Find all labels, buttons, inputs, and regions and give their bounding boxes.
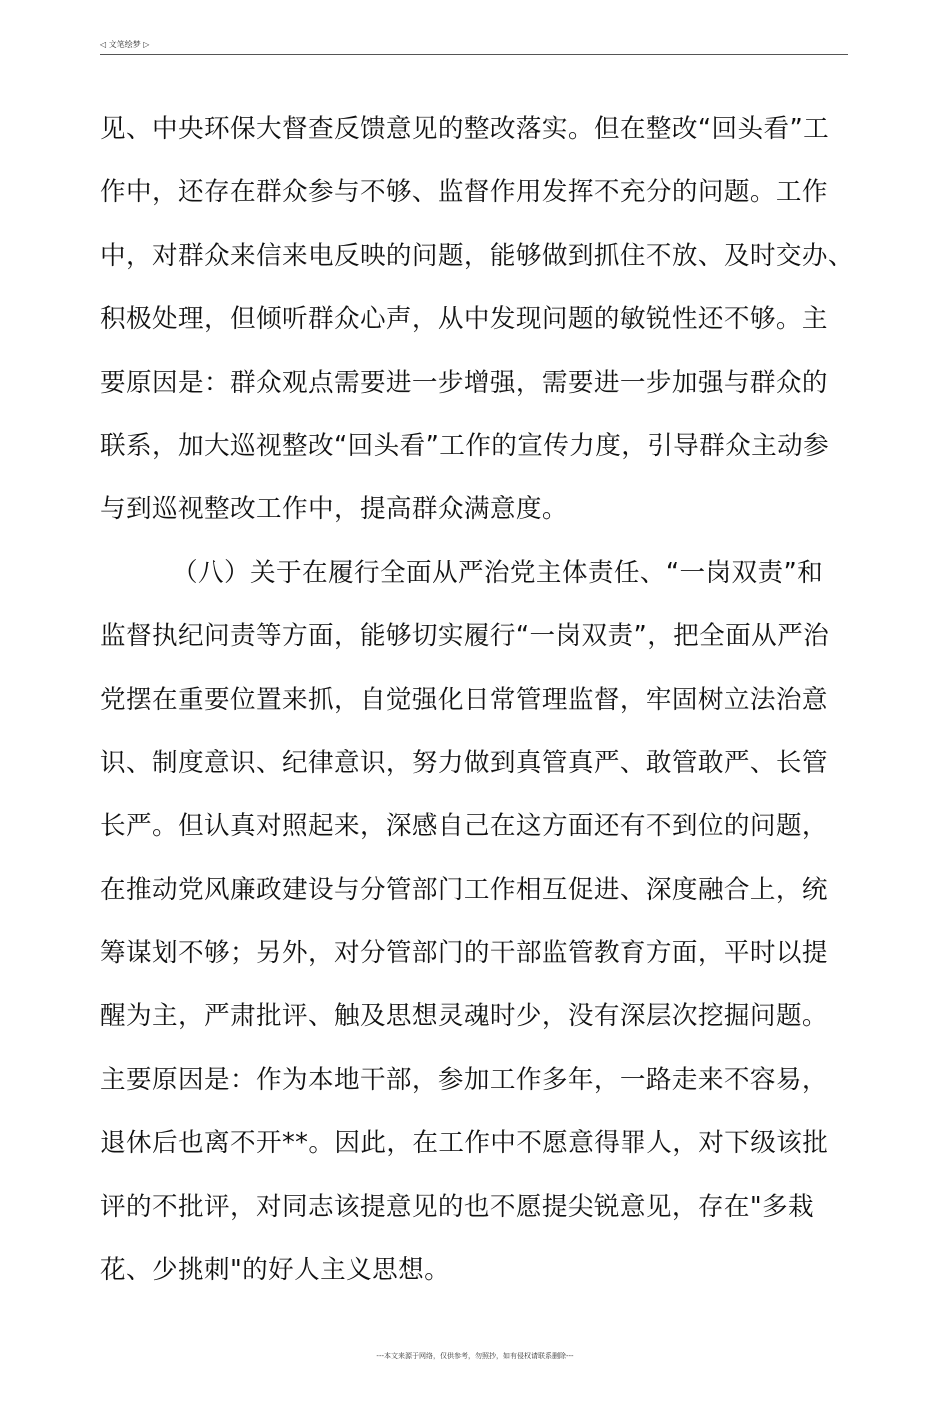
text-line: 联系，加大巡视整改“回头看”工作的宣传力度，引导群众主动参 — [100, 430, 830, 461]
text-line: 花、少挑刺"的好人主义思想。 — [100, 1255, 451, 1286]
text-line: 识、制度意识、纪律意识，努力做到真管真严、敢管敢严、长管 — [100, 747, 828, 778]
page-header — [100, 40, 848, 55]
text-line: 主要原因是：作为本地干部，参加工作多年，一路走来不容易， — [100, 1064, 828, 1095]
text-line: 退休后也离不开**。因此，在工作中不愿意得罪人，对下级该批 — [100, 1128, 829, 1159]
text-line: 作中，还存在群众参与不够、监督作用发挥不充分的问题。工作 — [100, 177, 828, 208]
text-line: 监督执纪问责等方面，能够切实履行“一岗双责”，把全面从严治 — [100, 621, 830, 652]
text-line: 中，对群众来信来电反映的问题，能够做到抓住不放、及时交办、 — [100, 240, 854, 271]
header-text: ◁ 文笔绘梦 ▷ — [100, 40, 150, 49]
text-line: 见、中央环保大督查反馈意见的整改落实。但在整改“回头看”工 — [100, 114, 830, 144]
text-line: 要原因是：群众观点需要进一步增强，需要进一步加强与群众的 — [100, 367, 828, 398]
document-body — [100, 98, 860, 1302]
text-line: 长严。但认真对照起来，深感自己在这方面还有不到位的问题， — [100, 811, 828, 842]
text-line: 与到巡视整改工作中，提高群众满意度。 — [100, 494, 568, 525]
paragraph-heading-line: （八）关于在履行全面从严治党主体责任、“一岗双责”和 — [172, 557, 824, 588]
text-line: 在推动党风廉政建设与分管部门工作相互促进、深度融合上，统 — [100, 874, 828, 905]
text-line: 党摆在重要位置来抓，自觉强化日常管理监督，牢固树立法治意 — [100, 684, 828, 715]
text-line: 醒为主，严肃批评、触及思想灵魂时少，没有深层次挖掘问题。 — [100, 1001, 828, 1032]
page-footer: ---本文来源于网络，仅供参考，勿照抄，如有侵权请联系删除--- — [376, 1352, 574, 1360]
text-line: 评的不批评，对同志该提意见的也不愿提尖锐意见，存在"多栽 — [100, 1191, 815, 1222]
text-line: 积极处理，但倾听群众心声，从中发现问题的敏锐性还不够。主 — [100, 304, 828, 335]
text-line: 筹谋划不够；另外，对分管部门的干部监管教育方面，平时以提 — [100, 938, 828, 969]
